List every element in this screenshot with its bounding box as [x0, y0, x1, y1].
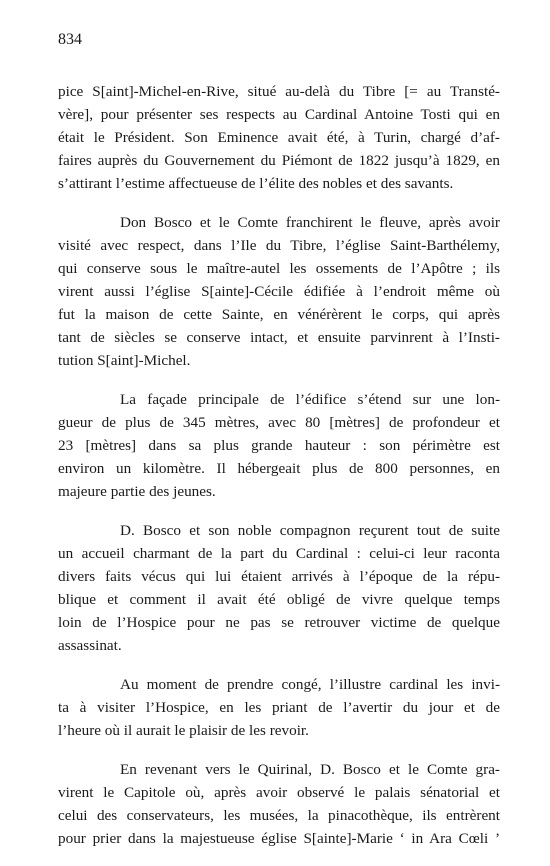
- text-line: Au moment de prendre congé, l’illustre cardinal les invi-: [120, 676, 500, 693]
- text-line: tution S[aint]-Michel.: [58, 352, 191, 369]
- text-line: pour prier dans la majestueuse église S[ainte]-Marie ‘ in Ara Cœli ’: [58, 830, 500, 847]
- text-line: En revenant vers le Quirinal, D. Bosco et le Comte gra-: [120, 761, 500, 778]
- text-line: ta à visiter l’Hospice, en les priant de l’avertir du jour et de: [58, 699, 500, 716]
- text-line: faires auprès du Gouvernement du Piémont de 1822 jusqu’à 1829, en: [58, 152, 500, 169]
- paragraph: [58, 673, 500, 742]
- document-page: [58, 30, 500, 866]
- text-line: gueur de plus de 345 mètres, avec 80 [mètres] de profondeur et: [58, 414, 500, 431]
- paragraph: [58, 758, 500, 850]
- text-line: l’heure où il aurait le plaisir de les revoir.: [58, 722, 309, 739]
- text-line: blique et comment il avait été obligé de vivre quelque temps: [58, 591, 500, 608]
- paragraph: [58, 80, 500, 195]
- text-line: un accueil charmant de la part du Cardinal : celui-ci leur raconta: [58, 545, 500, 562]
- text-line: était le Président. Son Eminence avait été, à Turin, chargé d’af-: [58, 129, 500, 146]
- page-number: 834: [58, 31, 82, 48]
- text-line: assassinat.: [58, 637, 122, 654]
- text-line: virent le Capitole où, après avoir observé le palais sénatorial et: [58, 784, 500, 801]
- text-line: qui conserve sous le maître-autel les ossements de l’Apôtre ; ils: [58, 260, 500, 277]
- text-line: vère], pour présenter ses respects au Cardinal Antoine Tosti qui en: [58, 106, 500, 123]
- text-line: majeure partie des jeunes.: [58, 483, 216, 500]
- paragraph: [58, 519, 500, 657]
- text-line: fut la maison de cette Sainte, en vénérèrent le corps, qui après: [58, 306, 500, 323]
- text-line: 23 [mètres] dans sa plus grande hauteur : son périmètre est: [58, 437, 500, 454]
- text-line: loin de l’Hospice pour ne pas se retrouver victime de quelque: [58, 614, 500, 631]
- text-line: tant de siècles se conserve intact, et ensuite parvinrent à l’Insti-: [58, 329, 500, 346]
- text-line: visité avec respect, dans l’Ile du Tibre, l’église Saint-Barthélemy,: [58, 237, 500, 254]
- text-line: La façade principale de l’édifice s’étend sur une lon-: [120, 391, 500, 408]
- text-line: Don Bosco et le Comte franchirent le fleuve, après avoir: [120, 214, 500, 231]
- text-line: virent aussi l’église S[ainte]-Cécile édifiée à l’endroit même où: [58, 283, 500, 300]
- text-line: environ un kilomètre. Il hébergeait plus de 800 personnes, en: [58, 460, 500, 477]
- text-line: pice S[aint]-Michel-en-Rive, situé au-delà du Tibre [= au Transté-: [58, 83, 500, 100]
- paragraph: [58, 211, 500, 372]
- body-text: [58, 80, 500, 850]
- text-line: s’attirant l’estime affectueuse de l’élite des nobles et des savants.: [58, 175, 454, 192]
- text-line: celui des conservateurs, les musées, la pinacothèque, ils entrèrent: [58, 807, 500, 824]
- paragraph: [58, 388, 500, 503]
- text-line: divers faits vécus qui lui étaient arrivés à l’époque de la répu-: [58, 568, 500, 585]
- text-line: D. Bosco et son noble compagnon reçurent tout de suite: [120, 522, 500, 539]
